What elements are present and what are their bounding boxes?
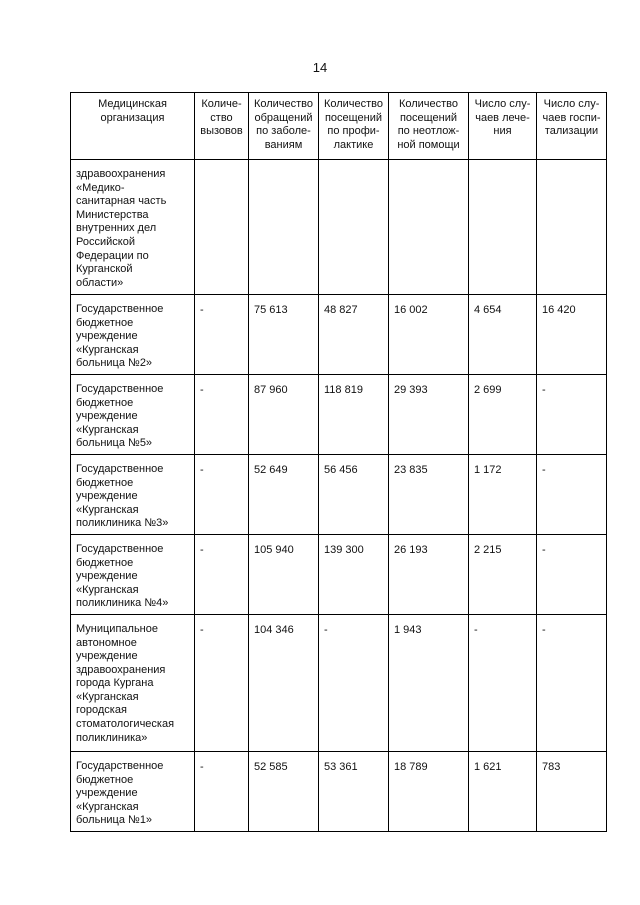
column-header-line: Число слу-: [474, 98, 531, 110]
value-cell: 16 002: [389, 295, 469, 375]
column-header-line: чаев лече-: [475, 111, 530, 124]
value-cell: [319, 160, 389, 295]
value-cell: -: [537, 454, 607, 534]
column-header-line: посещений: [324, 111, 383, 124]
organization-name-line: учреждение: [76, 787, 138, 800]
organization-name-line: Государственное: [76, 759, 164, 772]
table-row: [71, 375, 607, 455]
value-cell: 2 215: [469, 534, 537, 614]
table-body: [71, 160, 607, 832]
organization-cell: [71, 375, 195, 455]
column-header-line: по заболе-: [256, 125, 311, 138]
value-cell: 2 699: [469, 375, 537, 455]
value-cell: 105 940: [249, 534, 319, 614]
value-cell: -: [469, 614, 537, 751]
organization-cell: [71, 160, 195, 295]
organization-cell: [71, 751, 195, 831]
table-row: [71, 614, 607, 751]
column-header-line: ной помощи: [397, 138, 460, 151]
value-cell: 23 835: [389, 454, 469, 534]
organization-name-line: Муниципальное: [76, 622, 158, 635]
value-cell: 87 960: [249, 375, 319, 455]
column-header-line: Количе-: [201, 98, 242, 110]
column-header-line: Число слу-: [543, 98, 600, 110]
organization-name-line: больница №2»: [76, 357, 153, 370]
column-header: [319, 93, 389, 160]
organization-name-line: Государственное: [76, 542, 164, 555]
value-cell: 75 613: [249, 295, 319, 375]
organization-name-line: «Курганская: [76, 423, 139, 436]
value-cell: 1 621: [469, 751, 537, 831]
organization-cell: [71, 295, 195, 375]
value-cell: [389, 160, 469, 295]
organization-name-line: здравоохранения: [76, 663, 166, 676]
organization-name-line: бюджетное: [76, 556, 134, 569]
value-cell: 16 420: [537, 295, 607, 375]
column-header-line: организация: [100, 111, 165, 124]
value-cell: -: [195, 751, 249, 831]
column-header-line: ваниям: [264, 138, 303, 151]
column-header-line: по профи-: [327, 125, 380, 138]
organization-name-line: бюджетное: [76, 396, 134, 409]
value-cell: -: [537, 614, 607, 751]
value-cell: 4 654: [469, 295, 537, 375]
table-row: [71, 454, 607, 534]
organization-name-line: поликлиника №3»: [76, 517, 169, 530]
column-header-line: вызовов: [200, 125, 243, 138]
organization-name-line: Федерации по: [76, 249, 149, 262]
value-cell: 53 361: [319, 751, 389, 831]
organization-name-line: «Курганская: [76, 343, 139, 356]
value-cell: [469, 160, 537, 295]
organization-name-line: Министерства: [76, 208, 149, 221]
column-header-line: Количество: [253, 98, 314, 110]
value-cell: [537, 160, 607, 295]
column-header-line: ство: [210, 111, 233, 124]
organization-name-line: «Курганская: [76, 800, 139, 813]
organization-name-line: «Медико-: [76, 181, 125, 194]
organization-name-line: «Курганская: [76, 690, 139, 703]
value-cell: 783: [537, 751, 607, 831]
value-cell: -: [195, 614, 249, 751]
organization-name-line: бюджетное: [76, 316, 134, 329]
value-cell: [195, 160, 249, 295]
column-header: [389, 93, 469, 160]
organization-name-line: «Курганская: [76, 583, 139, 596]
column-header-line: Количество: [323, 98, 384, 110]
column-header-line: ния: [493, 125, 512, 138]
organization-name-line: учреждение: [76, 410, 138, 423]
value-cell: -: [537, 534, 607, 614]
organization-name-line: автономное: [76, 636, 137, 649]
organization-name-line: больница №1»: [76, 814, 153, 827]
organization-name-line: здравоохранения: [76, 168, 166, 180]
organization-cell: [71, 454, 195, 534]
column-header: [249, 93, 319, 160]
column-header: [71, 93, 195, 160]
value-cell: -: [195, 454, 249, 534]
organization-name-line: области»: [76, 276, 124, 289]
column-header-line: по неотлож-: [397, 125, 460, 138]
organization-cell: [71, 534, 195, 614]
organization-name-line: учреждение: [76, 570, 138, 583]
value-cell: 118 819: [319, 375, 389, 455]
column-header-line: лактике: [333, 138, 374, 151]
value-cell: 48 827: [319, 295, 389, 375]
organization-name-line: Государственное: [76, 303, 164, 315]
organization-name-line: города Кургана: [76, 677, 154, 690]
value-cell: -: [195, 534, 249, 614]
organization-name-line: Государственное: [76, 383, 164, 395]
table-header-row: [71, 93, 607, 160]
column-header: [195, 93, 249, 160]
organization-name-line: внутренних дел: [76, 222, 157, 235]
organization-name-line: бюджетное: [76, 773, 134, 786]
value-cell: -: [537, 375, 607, 455]
organization-name-line: учреждение: [76, 490, 138, 503]
statistics-table: [70, 92, 607, 832]
column-header-line: тализации: [544, 125, 599, 138]
organization-name-line: поликлиника»: [76, 731, 148, 744]
column-header: [537, 93, 607, 160]
value-cell: 1 943: [389, 614, 469, 751]
organization-name-line: бюджетное: [76, 476, 134, 489]
value-cell: 104 346: [249, 614, 319, 751]
table-row: [71, 160, 607, 295]
organization-name-line: «Курганская: [76, 503, 139, 516]
value-cell: 52 649: [249, 454, 319, 534]
column-header-line: чаев госпи-: [542, 111, 601, 124]
page-number: 14: [312, 60, 328, 75]
value-cell: -: [195, 295, 249, 375]
value-cell: -: [195, 375, 249, 455]
organization-name-line: городская: [76, 704, 127, 717]
organization-name-line: Курганской: [76, 263, 133, 276]
value-cell: 29 393: [389, 375, 469, 455]
column-header: [469, 93, 537, 160]
organization-name-line: Российской: [76, 235, 135, 248]
table-row: [71, 751, 607, 831]
value-cell: 52 585: [249, 751, 319, 831]
value-cell: [249, 160, 319, 295]
organization-name-line: Государственное: [76, 462, 164, 475]
value-cell: 26 193: [389, 534, 469, 614]
column-header-line: посещений: [399, 111, 458, 124]
column-header-line: Медицинская: [98, 98, 167, 110]
value-cell: 56 456: [319, 454, 389, 534]
organization-name-line: санитарная часть: [76, 195, 167, 208]
organization-cell: [71, 614, 195, 751]
organization-name-line: поликлиника №4»: [76, 597, 169, 610]
value-cell: 139 300: [319, 534, 389, 614]
organization-name-line: учреждение: [76, 330, 138, 343]
organization-name-line: стоматологическая: [76, 718, 175, 731]
table-row: [71, 534, 607, 614]
table-row: [71, 295, 607, 375]
value-cell: 18 789: [389, 751, 469, 831]
value-cell: 1 172: [469, 454, 537, 534]
column-header-line: обращений: [254, 111, 313, 124]
organization-name-line: учреждение: [76, 650, 138, 663]
column-header-line: Количество: [398, 98, 459, 110]
organization-name-line: больница №5»: [76, 437, 153, 450]
value-cell: -: [319, 614, 389, 751]
